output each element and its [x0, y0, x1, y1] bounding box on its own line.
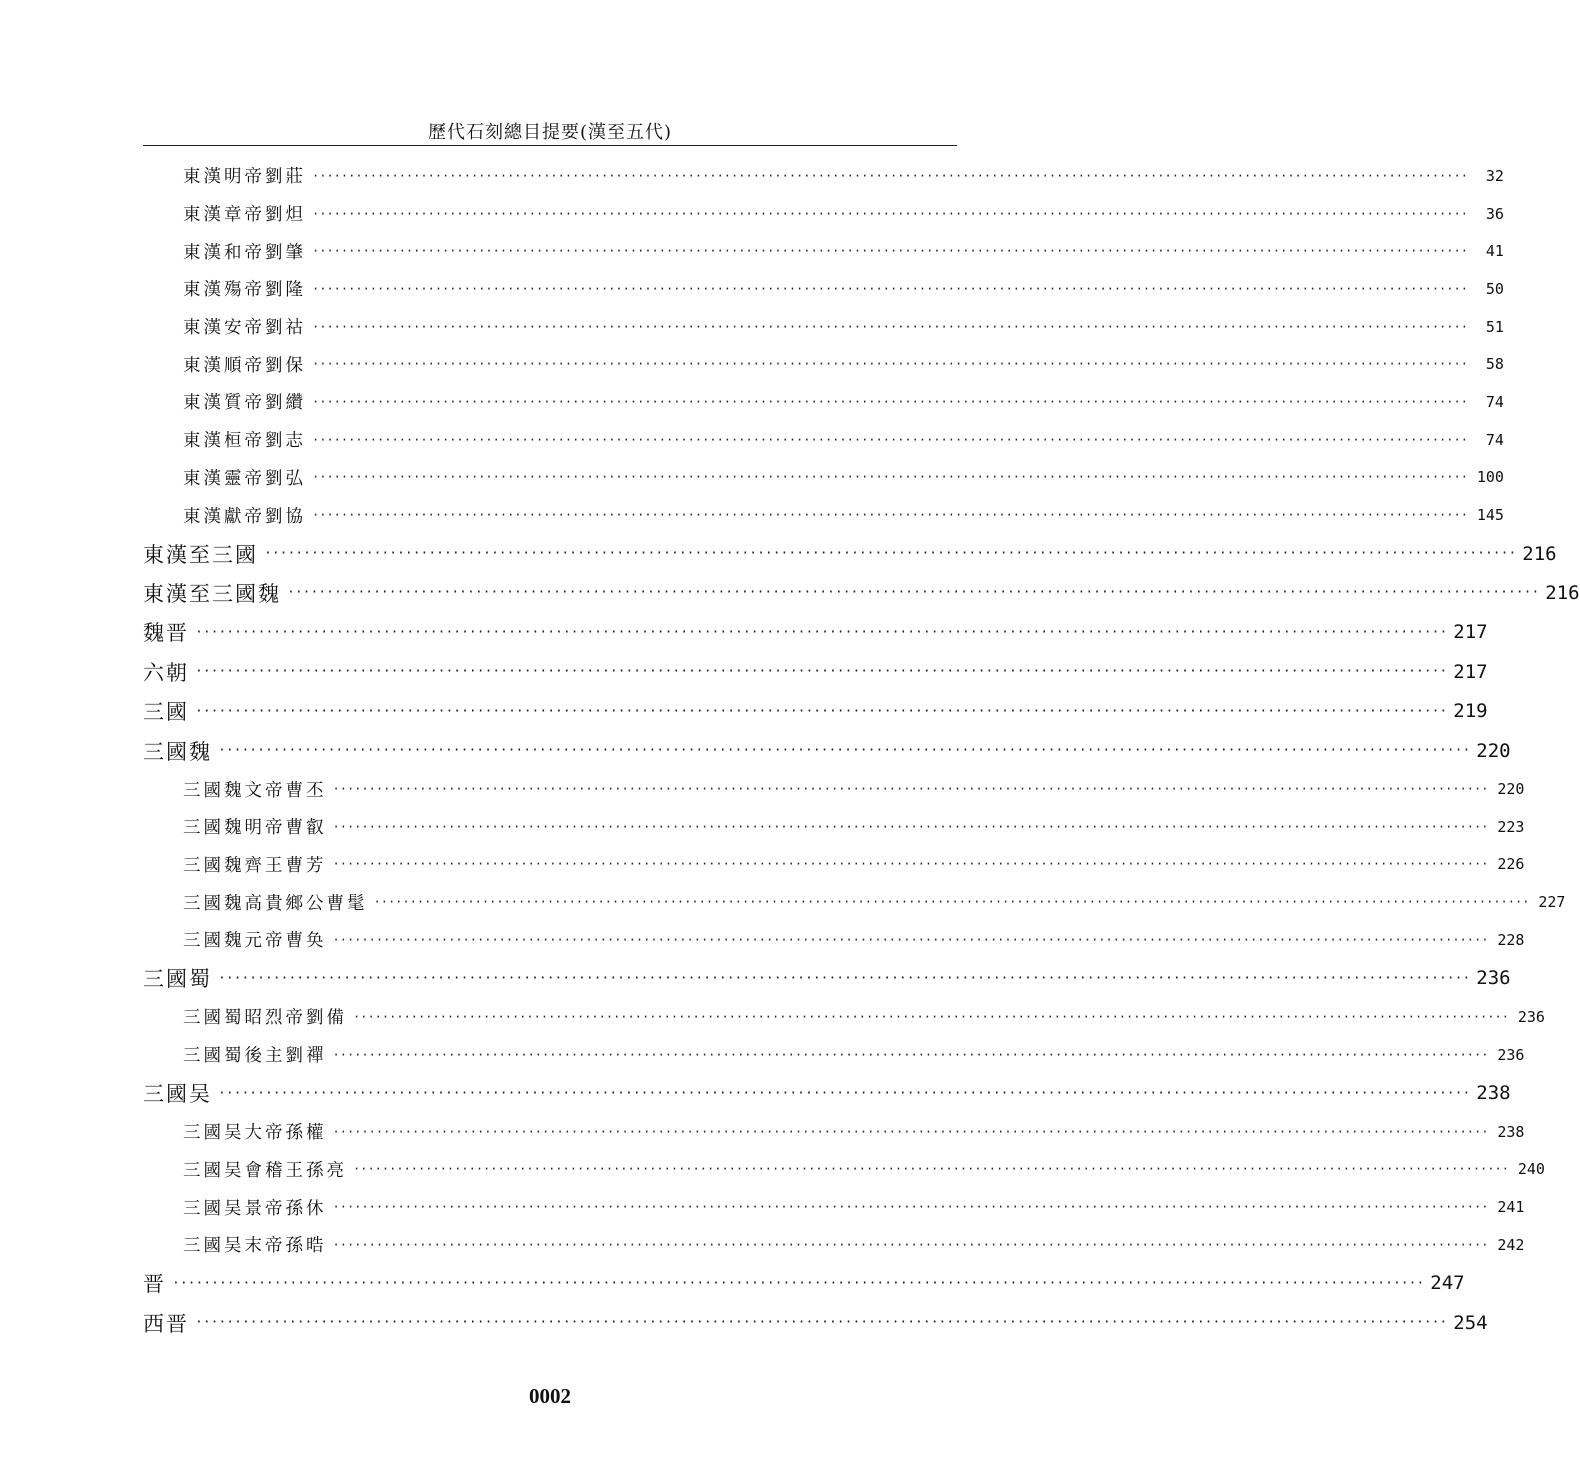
toc-entry-page: 217 — [1453, 621, 1488, 644]
toc-entry[interactable] — [143, 846, 1525, 884]
toc-entry[interactable] — [143, 613, 1488, 652]
toc-entry-page: 236 — [1517, 1007, 1545, 1026]
toc-entry-title: 三國蜀 — [143, 967, 212, 992]
toc-entry-page: 227 — [1538, 893, 1566, 912]
toc-entry[interactable] — [143, 195, 1504, 233]
dot-leader: ································································································································································ — [195, 664, 1448, 680]
dot-leader: ································································································································································ — [312, 432, 1468, 447]
toc-entry-page: 254 — [1453, 1311, 1488, 1334]
toc-entry-title: 東漢桓帝劉志 — [183, 431, 306, 452]
toc-entry[interactable] — [143, 1151, 1545, 1189]
toc-entry-title: 六朝 — [143, 660, 189, 685]
toc-entry[interactable] — [143, 421, 1504, 459]
dot-leader: ································································································································································ — [332, 1124, 1489, 1139]
toc-entry-title: 東漢靈帝劉弘 — [183, 468, 306, 489]
toc-entry[interactable] — [143, 232, 1504, 270]
dot-leader: ································································································································································ — [332, 1047, 1489, 1062]
toc-entry[interactable] — [143, 573, 1580, 612]
toc-entry-page: 36 — [1485, 204, 1504, 223]
toc-entry[interactable] — [143, 883, 1566, 921]
toc-entry[interactable] — [143, 383, 1504, 421]
toc-entry-title: 東漢章帝劉炟 — [183, 205, 306, 226]
dot-leader: ································································································································································ — [172, 1275, 1425, 1291]
toc-entry-title: 三國蜀後主劉禪 — [183, 1046, 327, 1067]
toc-entry-page: 219 — [1453, 700, 1488, 723]
toc-entry-title: 東漢和帝劉肇 — [183, 242, 306, 263]
page-number: 0002 — [529, 1384, 571, 1408]
toc-entry[interactable] — [143, 921, 1525, 959]
table-of-contents — [143, 157, 1580, 1342]
toc-entry-page: 216 — [1522, 542, 1557, 565]
toc-entry[interactable] — [143, 1113, 1525, 1151]
toc-entry-title: 東漢至三國魏 — [143, 581, 281, 606]
toc-entry-title: 三國魏文帝曹丕 — [183, 780, 327, 801]
toc-entry[interactable] — [143, 1036, 1525, 1074]
toc-entry-page: 220 — [1476, 739, 1511, 762]
toc-entry-page: 220 — [1497, 780, 1525, 799]
dot-leader: ································································································································································ — [312, 244, 1468, 259]
toc-entry-title: 西晋 — [143, 1311, 189, 1336]
header-rule — [143, 145, 957, 146]
dot-leader: ································································································································································ — [312, 281, 1468, 296]
toc-entry-page: 236 — [1497, 1045, 1525, 1064]
dot-leader: ································································································································································ — [287, 585, 1540, 601]
toc-entry-page: 228 — [1497, 930, 1525, 949]
toc-entry[interactable] — [143, 496, 1504, 534]
dot-leader: ································································································································································ — [332, 857, 1489, 872]
toc-entry-page: 236 — [1476, 967, 1511, 990]
toc-entry[interactable] — [143, 770, 1525, 808]
toc-entry-title: 三國魏高貴鄉公曹髦 — [183, 893, 368, 914]
toc-entry-page: 216 — [1545, 581, 1580, 604]
toc-entry[interactable] — [143, 1264, 1465, 1303]
toc-entry-page: 226 — [1497, 855, 1525, 874]
toc-entry[interactable] — [143, 808, 1525, 846]
toc-entry-page: 145 — [1476, 506, 1504, 525]
dot-leader: ································································································································································ — [218, 743, 1471, 759]
toc-entry-title: 三國吴會稽王孫亮 — [183, 1160, 347, 1181]
toc-entry[interactable] — [143, 959, 1511, 998]
toc-entry-page: 58 — [1485, 355, 1504, 374]
toc-entry-title: 東漢至三國 — [143, 542, 258, 567]
toc-entry-title: 三國魏 — [143, 739, 212, 764]
dot-leader: ································································································································································ — [312, 357, 1468, 372]
toc-entry-page: 41 — [1485, 242, 1504, 261]
toc-entry[interactable] — [143, 652, 1488, 691]
toc-entry-page: 223 — [1497, 817, 1525, 836]
running-head: 歷代石刻總目提要(漢至五代) — [427, 122, 673, 143]
toc-entry-page: 247 — [1430, 1272, 1465, 1295]
toc-entry-title: 東漢殤帝劉隆 — [183, 280, 306, 301]
toc-entry-title: 東漢順帝劉保 — [183, 355, 306, 376]
toc-entry[interactable] — [143, 534, 1557, 573]
dot-leader: ································································································································································ — [312, 394, 1468, 409]
dot-leader: ································································································································································ — [373, 895, 1530, 910]
dot-leader: ································································································································································ — [195, 624, 1448, 640]
toc-entry-title: 晋 — [143, 1272, 166, 1297]
dot-leader: ································································································································································ — [264, 546, 1517, 562]
toc-entry-title: 三國吴大帝孫權 — [183, 1123, 327, 1144]
dot-leader: ································································································································································ — [312, 168, 1468, 183]
toc-entry-page: 32 — [1485, 166, 1504, 185]
toc-entry-title: 魏晋 — [143, 621, 189, 646]
toc-entry-page: 100 — [1476, 468, 1504, 487]
toc-entry[interactable] — [143, 308, 1504, 346]
toc-entry-title: 三國吴末帝孫晧 — [183, 1236, 327, 1257]
toc-entry-title: 三國 — [143, 700, 189, 725]
dot-leader: ································································································································································ — [332, 1237, 1489, 1252]
dot-leader: ································································································································································ — [332, 782, 1489, 797]
toc-entry[interactable] — [143, 1226, 1525, 1264]
toc-entry-title: 三國蜀昭烈帝劉備 — [183, 1008, 347, 1029]
toc-entry-title: 三國魏明帝曹叡 — [183, 818, 327, 839]
toc-entry-title: 三國魏齊王曹芳 — [183, 855, 327, 876]
toc-entry-page: 238 — [1476, 1082, 1511, 1105]
toc-entry-page: 240 — [1517, 1160, 1545, 1179]
dot-leader: ································································································································································ — [218, 970, 1471, 986]
dot-leader: ································································································································································ — [312, 319, 1468, 334]
dot-leader: ································································································································································ — [312, 206, 1468, 221]
toc-entry[interactable] — [143, 1188, 1525, 1226]
toc-entry[interactable] — [143, 998, 1545, 1036]
dot-leader: ································································································································································ — [195, 703, 1448, 719]
toc-entry[interactable] — [143, 459, 1504, 497]
toc-entry-title: 東漢安帝劉祜 — [183, 318, 306, 339]
dot-leader: ································································································································································ — [312, 508, 1468, 523]
dot-leader: ································································································································································ — [332, 932, 1489, 947]
dot-leader: ································································································································································ — [353, 1162, 1509, 1177]
toc-entry-page: 241 — [1497, 1198, 1525, 1217]
toc-entry-page: 74 — [1485, 430, 1504, 449]
dot-leader: ································································································································································ — [312, 470, 1468, 485]
toc-entry-page: 217 — [1453, 660, 1488, 683]
toc-entry-title: 東漢明帝劉莊 — [183, 167, 306, 188]
dot-leader: ································································································································································ — [353, 1009, 1509, 1024]
toc-entry[interactable] — [143, 157, 1504, 195]
toc-entry-title: 東漢獻帝劉協 — [183, 506, 306, 527]
toc-entry-page: 51 — [1485, 317, 1504, 336]
dot-leader: ································································································································································ — [195, 1315, 1448, 1331]
dot-leader: ································································································································································ — [332, 819, 1489, 834]
toc-entry[interactable] — [143, 731, 1511, 770]
dot-leader: ································································································································································ — [218, 1085, 1471, 1101]
toc-entry-page: 238 — [1497, 1122, 1525, 1141]
toc-entry[interactable] — [143, 691, 1488, 730]
toc-entry-title: 三國吴 — [143, 1082, 212, 1107]
toc-entry-title: 三國魏元帝曹奂 — [183, 931, 327, 952]
toc-entry-title: 東漢質帝劉纘 — [183, 393, 306, 414]
toc-entry[interactable] — [143, 1073, 1511, 1112]
toc-entry-page: 74 — [1485, 392, 1504, 411]
toc-entry-page: 50 — [1485, 279, 1504, 298]
toc-entry[interactable] — [143, 345, 1504, 383]
toc-entry[interactable] — [143, 270, 1504, 308]
dot-leader: ································································································································································ — [332, 1200, 1489, 1215]
toc-entry-page: 242 — [1497, 1235, 1525, 1254]
toc-entry[interactable] — [143, 1303, 1488, 1342]
toc-entry-title: 三國吴景帝孫休 — [183, 1198, 327, 1219]
